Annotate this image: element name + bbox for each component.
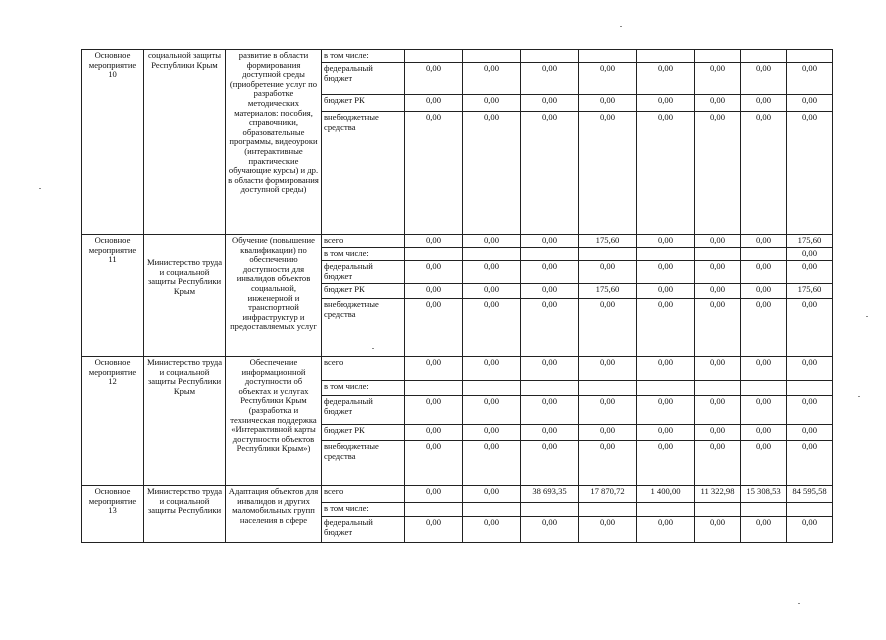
amount-cell: 175,60 xyxy=(579,284,637,299)
funding-source: федеральный бюджет xyxy=(322,396,405,425)
amount-cell: 0,00 xyxy=(405,441,463,486)
amount-cell: 0,00 xyxy=(741,284,787,299)
amount-cell: 0,00 xyxy=(463,396,521,425)
amount-cell: 0,00 xyxy=(787,441,833,486)
amount-cell: 84 595,58 xyxy=(787,486,833,503)
amount-cell: 0,00 xyxy=(521,357,579,381)
amount-cell xyxy=(463,381,521,396)
table-row xyxy=(82,486,833,503)
amount-cell: 175,60 xyxy=(579,235,637,248)
amount-cell: 0,00 xyxy=(579,357,637,381)
activity-name: Основное мероприятие 13 xyxy=(82,486,144,543)
amount-cell: 0,00 xyxy=(637,284,695,299)
amount-cell: 0,00 xyxy=(463,95,521,112)
amount-cell: 0,00 xyxy=(741,261,787,284)
amount-cell: 0,00 xyxy=(405,517,463,543)
amount-cell: 0,00 xyxy=(463,284,521,299)
activity-description: Обучение (повышение квалификации) по обеспечению доступности для инвалидов объектов социальной, инженерной и транспортной инфраструктур и предоставляемых услуг xyxy=(226,235,322,357)
funding-source: в том числе: xyxy=(322,381,405,396)
amount-cell: 0,00 xyxy=(787,299,833,357)
amount-cell: 0,00 xyxy=(579,112,637,235)
amount-cell xyxy=(463,503,521,517)
amount-cell: 0,00 xyxy=(637,112,695,235)
responsible-org: Министерство труда и социальной защиты Республики xyxy=(144,486,226,543)
amount-cell: 0,00 xyxy=(463,235,521,248)
amount-cell: 175,60 xyxy=(787,284,833,299)
amount-cell: 0,00 xyxy=(579,299,637,357)
amount-cell: 0,00 xyxy=(405,235,463,248)
amount-cell: 0,00 xyxy=(695,95,741,112)
activity-description: развитие в области формирования доступной среды (приобретение услуг по разработке методических материалов: пособия, справочники, образовательные программы, видеоуроки (интерактивные практические обучающие курсы) и др. в области формирования доступной среды) xyxy=(226,50,322,235)
scan-speck xyxy=(858,396,860,397)
funding-source: внебюджетные средства xyxy=(322,112,405,235)
amount-cell: 0,00 xyxy=(787,112,833,235)
amount-cell xyxy=(405,50,463,63)
amount-cell: 0,00 xyxy=(405,63,463,95)
amount-cell: 0,00 xyxy=(787,357,833,381)
amount-cell: 0,00 xyxy=(787,95,833,112)
amount-cell: 0,00 xyxy=(521,284,579,299)
funding-source: внебюджетные средства xyxy=(322,441,405,486)
amount-cell: 0,00 xyxy=(637,63,695,95)
amount-cell xyxy=(405,248,463,261)
amount-cell: 0,00 xyxy=(463,425,521,441)
table-row xyxy=(82,357,833,381)
amount-cell xyxy=(695,248,741,261)
scan-speck xyxy=(798,603,800,604)
amount-cell: 0,00 xyxy=(741,63,787,95)
amount-cell: 0,00 xyxy=(741,95,787,112)
scan-speck xyxy=(866,316,868,317)
amount-cell: 0,00 xyxy=(521,299,579,357)
funding-source: всего xyxy=(322,235,405,248)
amount-cell: 0,00 xyxy=(463,112,521,235)
activity-description: Адаптация объектов для инвалидов и других маломобильных групп населения в сфере xyxy=(226,486,322,543)
amount-cell: 0,00 xyxy=(741,425,787,441)
amount-cell: 0,00 xyxy=(695,112,741,235)
responsible-org: Министерство труда и социальной защиты Республики Крым xyxy=(144,235,226,357)
amount-cell: 0,00 xyxy=(463,299,521,357)
funding-source: федеральный бюджет xyxy=(322,63,405,95)
amount-cell: 0,00 xyxy=(787,517,833,543)
amount-cell: 0,00 xyxy=(521,63,579,95)
amount-cell xyxy=(741,50,787,63)
amount-cell xyxy=(405,503,463,517)
funding-source: бюджет РК xyxy=(322,425,405,441)
amount-cell: 0,00 xyxy=(637,261,695,284)
amount-cell: 0,00 xyxy=(521,112,579,235)
amount-cell: 0,00 xyxy=(521,261,579,284)
amount-cell: 175,60 xyxy=(787,235,833,248)
amount-cell: 0,00 xyxy=(787,261,833,284)
amount-cell: 0,00 xyxy=(521,517,579,543)
funding-source: в том числе: xyxy=(322,50,405,63)
amount-cell: 0,00 xyxy=(741,235,787,248)
amount-cell: 0,00 xyxy=(463,517,521,543)
amount-cell: 0,00 xyxy=(787,425,833,441)
amount-cell xyxy=(521,248,579,261)
amount-cell: 0,00 xyxy=(787,396,833,425)
amount-cell: 0,00 xyxy=(405,112,463,235)
amount-cell: 0,00 xyxy=(521,235,579,248)
activity-description: Обеспечение информационной доступности об объектах и услугах Республики Крым (разработка и техническая поддержка «Интерактивной карты доступности объектов Республики Крым») xyxy=(226,357,322,486)
amount-cell: 15 308,53 xyxy=(741,486,787,503)
scan-speck xyxy=(372,348,374,349)
table-row xyxy=(82,50,833,63)
amount-cell xyxy=(695,503,741,517)
funding-source: федеральный бюджет xyxy=(322,261,405,284)
amount-cell: 0,00 xyxy=(405,357,463,381)
amount-cell: 0,00 xyxy=(637,299,695,357)
amount-cell xyxy=(787,381,833,396)
amount-cell: 0,00 xyxy=(463,441,521,486)
amount-cell: 0,00 xyxy=(695,284,741,299)
amount-cell: 0,00 xyxy=(405,299,463,357)
amount-cell: 0,00 xyxy=(637,517,695,543)
amount-cell: 0,00 xyxy=(521,425,579,441)
amount-cell xyxy=(741,503,787,517)
amount-cell xyxy=(787,503,833,517)
amount-cell xyxy=(579,50,637,63)
responsible-org: Министерство труда и социальной защиты Республики Крым xyxy=(144,357,226,486)
amount-cell: 0,00 xyxy=(579,63,637,95)
amount-cell: 0,00 xyxy=(695,396,741,425)
amount-cell: 0,00 xyxy=(741,357,787,381)
amount-cell: 0,00 xyxy=(579,425,637,441)
amount-cell: 0,00 xyxy=(741,517,787,543)
funding-source: всего xyxy=(322,357,405,381)
amount-cell xyxy=(579,503,637,517)
amount-cell: 0,00 xyxy=(741,112,787,235)
table-row xyxy=(82,235,833,248)
amount-cell xyxy=(637,503,695,517)
amount-cell: 0,00 xyxy=(695,299,741,357)
amount-cell: 0,00 xyxy=(463,486,521,503)
amount-cell: 0,00 xyxy=(579,396,637,425)
amount-cell xyxy=(637,248,695,261)
amount-cell xyxy=(637,381,695,396)
amount-cell: 17 870,72 xyxy=(579,486,637,503)
amount-cell xyxy=(695,381,741,396)
amount-cell: 0,00 xyxy=(579,95,637,112)
funding-source: бюджет РК xyxy=(322,284,405,299)
amount-cell: 0,00 xyxy=(637,441,695,486)
amount-cell: 0,00 xyxy=(521,95,579,112)
amount-cell: 0,00 xyxy=(695,235,741,248)
funding-source: в том числе: xyxy=(322,248,405,261)
amount-cell: 0,00 xyxy=(405,396,463,425)
funding-source: всего xyxy=(322,486,405,503)
amount-cell: 0,00 xyxy=(695,261,741,284)
amount-cell: 0,00 xyxy=(637,95,695,112)
responsible-org: социальной защиты Республики Крым xyxy=(144,50,226,235)
funding-source: в том числе: xyxy=(322,503,405,517)
amount-cell: 0,00 xyxy=(741,299,787,357)
amount-cell: 0,00 xyxy=(463,357,521,381)
activity-name: Основное мероприятие 12 xyxy=(82,357,144,486)
amount-cell: 0,00 xyxy=(405,425,463,441)
table-body xyxy=(82,50,833,543)
amount-cell: 0,00 xyxy=(579,517,637,543)
amount-cell: 0,00 xyxy=(405,486,463,503)
scan-speck xyxy=(39,188,41,189)
amount-cell: 0,00 xyxy=(787,63,833,95)
funding-source: внебюджетные средства xyxy=(322,299,405,357)
amount-cell xyxy=(637,50,695,63)
amount-cell: 0,00 xyxy=(741,396,787,425)
amount-cell: 0,00 xyxy=(579,261,637,284)
amount-cell xyxy=(579,248,637,261)
amount-cell: 0,00 xyxy=(695,517,741,543)
amount-cell: 0,00 xyxy=(637,425,695,441)
amount-cell: 1 400,00 xyxy=(637,486,695,503)
amount-cell: 0,00 xyxy=(695,425,741,441)
amount-cell: 0,00 xyxy=(695,357,741,381)
funding-source: бюджет РК xyxy=(322,95,405,112)
amount-cell xyxy=(787,50,833,63)
amount-cell xyxy=(741,381,787,396)
amount-cell: 0,00 xyxy=(637,396,695,425)
amount-cell xyxy=(521,503,579,517)
amount-cell: 0,00 xyxy=(787,248,833,261)
amount-cell: 0,00 xyxy=(463,63,521,95)
amount-cell: 0,00 xyxy=(463,261,521,284)
amount-cell: 0,00 xyxy=(521,396,579,425)
amount-cell: 38 693,35 xyxy=(521,486,579,503)
amount-cell: 0,00 xyxy=(405,261,463,284)
amount-cell xyxy=(405,381,463,396)
budget-table xyxy=(81,49,833,543)
amount-cell: 0,00 xyxy=(695,441,741,486)
amount-cell: 0,00 xyxy=(637,357,695,381)
amount-cell xyxy=(741,248,787,261)
amount-cell xyxy=(695,50,741,63)
amount-cell xyxy=(579,381,637,396)
activity-name: Основное мероприятие 11 xyxy=(82,235,144,357)
amount-cell: 0,00 xyxy=(741,441,787,486)
activity-name: Основное мероприятие 10 xyxy=(82,50,144,235)
amount-cell xyxy=(463,50,521,63)
amount-cell xyxy=(521,381,579,396)
amount-cell xyxy=(521,50,579,63)
amount-cell xyxy=(463,248,521,261)
amount-cell: 0,00 xyxy=(405,284,463,299)
amount-cell: 0,00 xyxy=(579,441,637,486)
funding-source: федеральный бюджет xyxy=(322,517,405,543)
scan-speck xyxy=(620,26,622,27)
amount-cell: 0,00 xyxy=(637,235,695,248)
amount-cell: 0,00 xyxy=(405,95,463,112)
amount-cell: 11 322,98 xyxy=(695,486,741,503)
amount-cell: 0,00 xyxy=(521,441,579,486)
amount-cell: 0,00 xyxy=(695,63,741,95)
